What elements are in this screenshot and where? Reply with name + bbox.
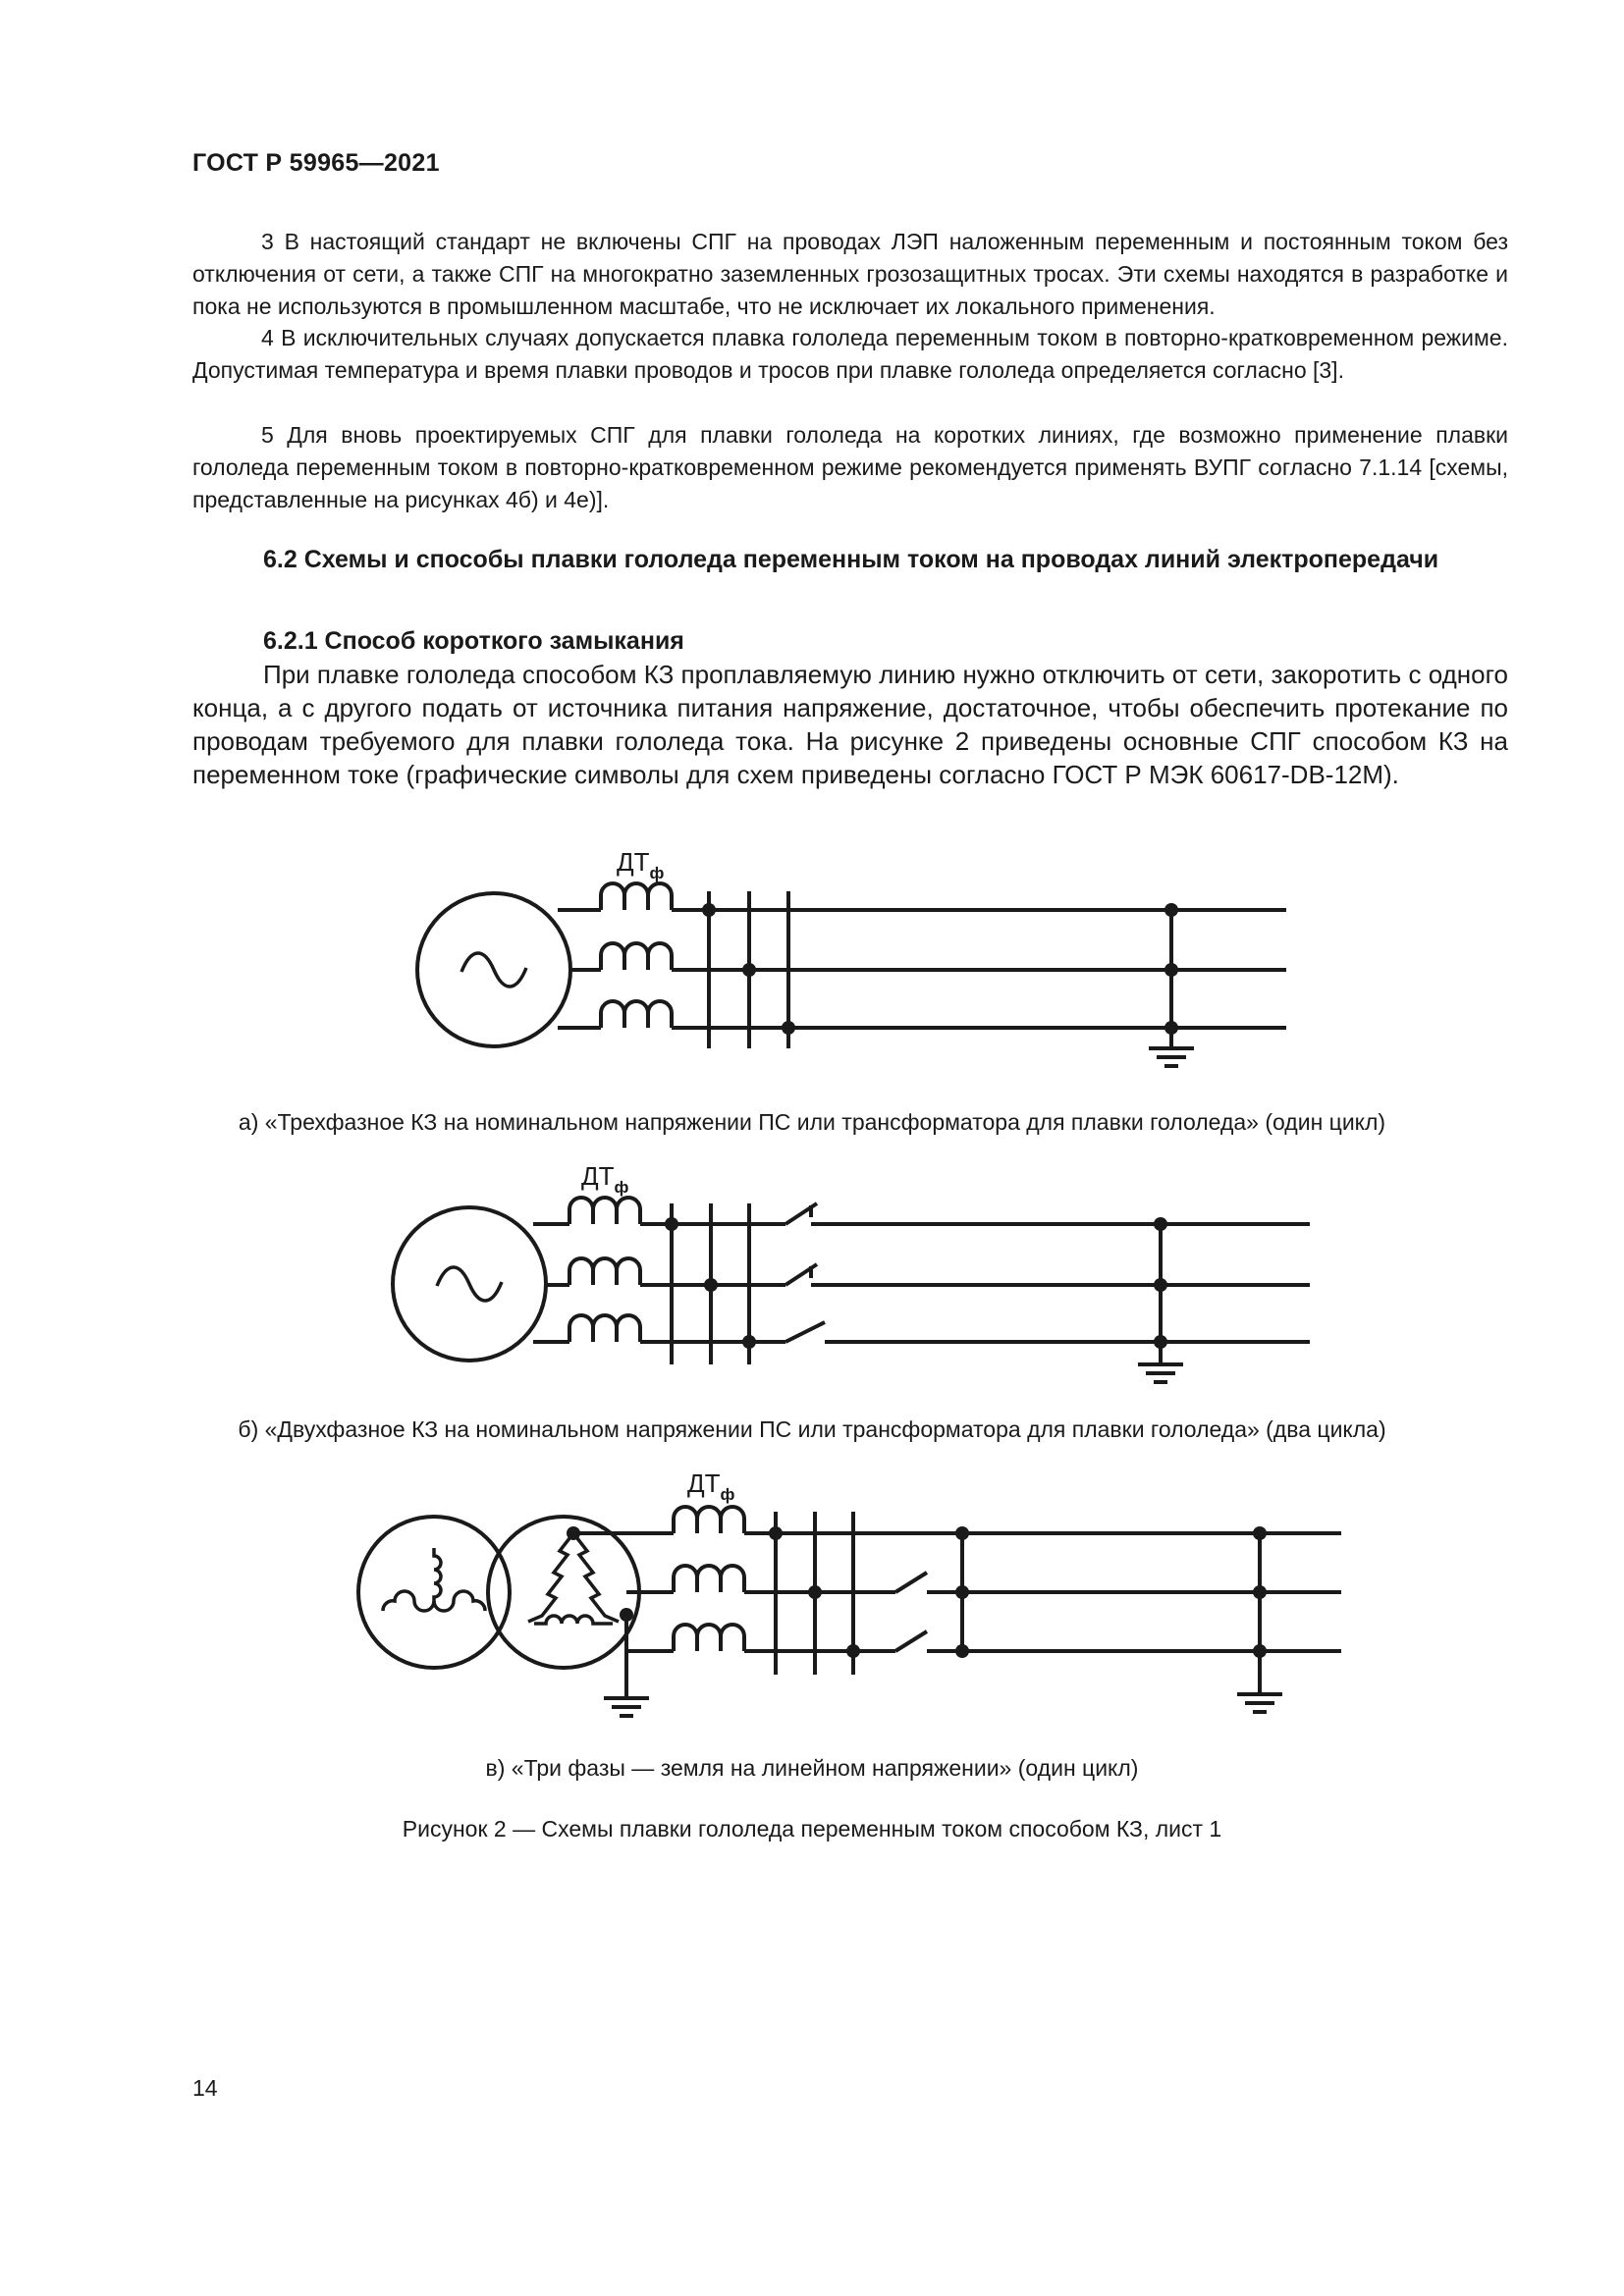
- note-4: 4 В исключительных случаях допускается плавка гололеда переменным током в повторно-кратковременном режиме. Допустимая температура и время плавки проводов и тросов при плавке гололеда определяется согласно [3].: [192, 325, 1508, 383]
- document-code: ГОСТ Р 59965—2021: [192, 149, 440, 177]
- caption-a: а) «Трехфазное КЗ на номинальном напряжении ПС или трансформатора для плавки гололеда» (один цикл): [238, 1109, 1386, 1135]
- note-5: 5 Для вновь проектируемых СПГ для плавки гололеда на коротких линиях, где возможно применение плавки гололеда переменным током в повторно-кратковременном режиме рекомендуется применять ВУПГ согласно 7.1.14 [схемы, представленные на рисунках 4б) и 4е)].: [192, 422, 1508, 512]
- section-heading: 6.2 Схемы и способы плавки гололеда переменным током на проводах линий электропередачи: [263, 546, 1439, 573]
- transformer-label-c: $ДТ_ф$: [687, 1468, 735, 1504]
- transformer-label-a: $ДТ_ф$: [617, 847, 665, 882]
- section-body: При плавке гололеда способом КЗ проплавляемую линию нужно отключить от сети, закоротить с одного конца, а с другого подать от источника питания напряжение, достаточное, чтобы обеспечить протекание по проводам требуемого для плавки гололеда тока. На рисунке 2 приведены основные СПГ способом КЗ на переменном токе (графические символы для схем приведены согласно ГОСТ Р МЭК 60617-DB-12М).: [192, 660, 1508, 789]
- diagram-c: [0, 1453, 1624, 1737]
- caption-c: в) «Три фазы — земля на линейном напряжении» (один цикл): [485, 1755, 1139, 1781]
- diagram-b: [0, 1148, 1624, 1404]
- caption-b: б) «Двухфазное КЗ на номинальном напряжении ПС или трансформатора для плавки гололеда» (два цикла): [238, 1416, 1386, 1442]
- figure-caption: Рисунок 2 — Схемы плавки гололеда переменным током способом КЗ, лист 1: [402, 1816, 1222, 1842]
- transformer-label-b: $ДТ_ф$: [581, 1161, 629, 1197]
- subsection-heading: 6.2.1 Способ короткого замыкания: [263, 627, 684, 655]
- page-number: 14: [192, 2075, 218, 2101]
- diagram-a: [0, 834, 1624, 1090]
- note-3: 3 В настоящий стандарт не включены СПГ на проводах ЛЭП наложенным переменным и постоянным током без отключения от сети, а также СПГ на многократно заземленных грозозащитных тросах. Эти схемы находятся в разработке и пока не используются в промышленном масштабе, что не исключает их локального применения.: [192, 229, 1508, 319]
